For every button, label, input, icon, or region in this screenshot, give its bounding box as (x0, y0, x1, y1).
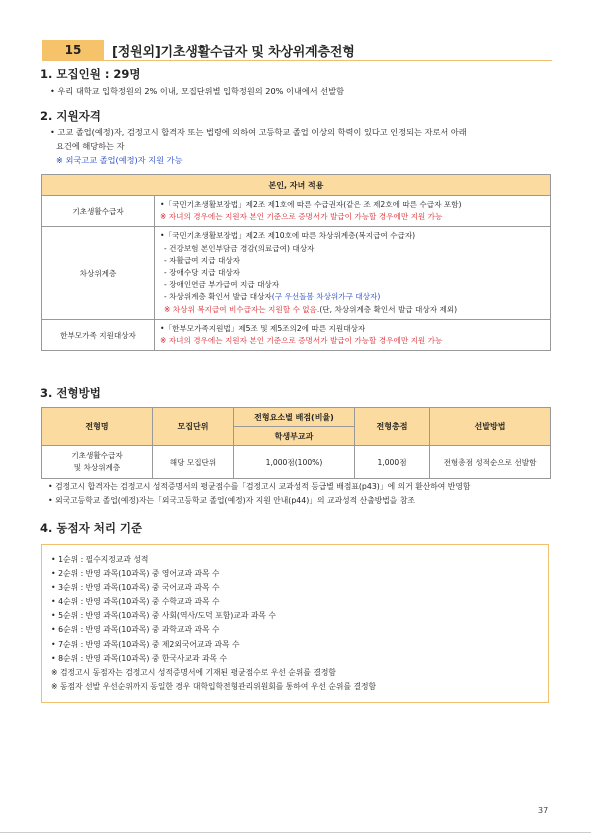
list-item: ※ 검정고시 동점자는 검정고시 성적증명서에 기재된 평균점수로 우선 순위를 결정함 (51, 667, 336, 677)
table-row (42, 319, 551, 350)
header-name: 전형명 (42, 408, 153, 446)
selection-method-table (41, 407, 551, 479)
sec2-heading: 2. 지원자격 (40, 109, 101, 123)
row-line: •「국민기초생활보장법」제2조 제10호에 따른 차상위계층(복지급여 수급자) (160, 231, 416, 241)
footer-divider (0, 832, 591, 833)
row-category: 기초생활수급자 (42, 196, 155, 227)
row-red-note: ※ 자녀의 경우에는 지원자 본인 기준으로 증명서가 발급이 가능할 경우에만 지원 가능 (160, 336, 443, 346)
table-header-row (42, 408, 551, 427)
row-red-note: ※ 자녀의 경우에는 지원자 본인 기준으로 증명서가 발급이 가능할 경우에만 지원 가능 (160, 212, 443, 222)
title-text: [정원외]기초생활수급자 및 차상위계층전형 (112, 44, 355, 60)
cell-name (42, 446, 153, 479)
row-line: - 건강보험 본인부담금 경감(의료급여) 대상자 (164, 243, 315, 253)
table-row (42, 446, 551, 479)
page-number: 37 (538, 806, 549, 815)
list-item: • 3순위 : 반영 과목(10과목) 중 국어교과 과목 수 (51, 583, 220, 593)
row-description (155, 227, 551, 319)
list-item: • 5순위 : 반영 과목(10과목) 중 사회(역사/도덕 포함)교과 과목 수 (51, 611, 276, 621)
sec4-heading: 4. 동점자 처리 기준 (40, 521, 143, 535)
section-number-badge: 15 (42, 40, 104, 60)
list-item: • 7순위 : 반영 과목(10과목) 중 제2외국어교과 과목 수 (51, 639, 240, 649)
cell-unit: 해당 모집단위 (153, 446, 234, 479)
page-title (42, 40, 355, 60)
sec2-note: ※ 외국고교 졸업(예정)자 지원 가능 (56, 155, 183, 165)
tiebreak-box (41, 544, 549, 703)
sec2-line2: 요건에 해당하는 자 (56, 141, 125, 151)
list-item: • 6순위 : 반영 과목(10과목) 중 과학교과 과목 수 (51, 625, 220, 635)
row-line-text: - 차상위계층 확인서 발급 대상자 (164, 292, 272, 302)
eligibility-table-header: 본인, 자녀 적용 (42, 175, 551, 196)
eligibility-table (41, 174, 551, 351)
sec3-bullet-2: • 외국고등학교 졸업(예정)자는「외국고등학교 졸업(예정)자 지원 안내(p44)」의 교과성적 산출방법을 참조 (48, 496, 415, 505)
list-item: • 1순위 : 필수지정교과 성적 (51, 555, 149, 564)
row-category: 한부모가족 지원대상자 (42, 319, 155, 350)
title-divider (42, 60, 552, 61)
list-item: ※ 동점자 선발 우선순위까지 동일한 경우 대학입학전형관리위원회를 통하여 우선 순위를 결정함 (51, 681, 377, 691)
cell-score: 1,000점(100%) (234, 446, 355, 479)
row-line: •「국민기초생활보장법」제2조 제1호에 따른 수급권자(같은 조 제2호에 따른 수급자 포함) (160, 200, 462, 209)
header-total: 전형총점 (355, 408, 430, 446)
row-description (155, 196, 551, 227)
row-line: - 장애수당 지급 대상자 (164, 268, 241, 278)
sec1-text: • 우리 대학교 입학정원의 2% 이내, 모집단위별 입학정원의 20% 이내에서 선발함 (50, 86, 345, 96)
cell-name-line2: 및 차상위계층 (73, 463, 121, 472)
table-row (42, 196, 551, 227)
sec1-heading: 1. 모집인원 : 29명 (40, 67, 141, 81)
row-category: 차상위계층 (42, 227, 155, 319)
table-row (42, 227, 551, 319)
row-tail-text: (단, 차상위계층 확인서 발급 대상자 제외) (319, 304, 458, 314)
header-score: 전형요소별 배점(비율) (234, 408, 355, 427)
row-red-note (160, 304, 545, 316)
header-subject: 학생부교과 (234, 427, 355, 446)
sec3-heading: 3. 전형방법 (40, 386, 101, 400)
row-line-blue: (구 우선돌봄 차상위가구 대상자) (271, 292, 381, 302)
row-description (155, 319, 551, 350)
sec3-bullet-1: • 검정고시 합격자는 검정고시 성적증명서의 평균점수를「검정고시 교과성적 등급별 배점표(p43)」에 의거 환산하여 반영함 (48, 482, 471, 491)
cell-name-line1: 기초생활수급자 (71, 451, 123, 460)
row-line (160, 291, 545, 303)
row-line: - 장애인연금 부가급여 지급 대상자 (164, 280, 280, 290)
header-unit: 모집단위 (153, 408, 234, 446)
list-item: • 8순위 : 반영 과목(10과목) 중 한국사교과 과목 수 (51, 653, 228, 663)
cell-method: 전형총점 성적순으로 선발함 (430, 446, 551, 479)
list-item: • 2순위 : 반영 과목(10과목) 중 영어교과 과목 수 (51, 569, 220, 579)
header-method: 선발방법 (430, 408, 551, 446)
sec2-line1: • 고교 졸업(예정)자, 검정고시 합격자 또는 법령에 의하여 고등학교 졸업 이상의 학력이 있다고 인정되는 자로서 아래 (50, 127, 467, 137)
list-item: • 4순위 : 반영 과목(10과목) 중 수학교과 과목 수 (51, 597, 220, 607)
row-red-text: ※ 차상위 복지급여 비수급자는 지원할 수 없음. (164, 304, 320, 314)
cell-total: 1,000점 (355, 446, 430, 479)
row-line: •「한부모가족지원법」제5조 및 제5조의2에 따른 지원대상자 (160, 323, 366, 333)
row-line: - 자활급여 지급 대상자 (164, 255, 241, 265)
